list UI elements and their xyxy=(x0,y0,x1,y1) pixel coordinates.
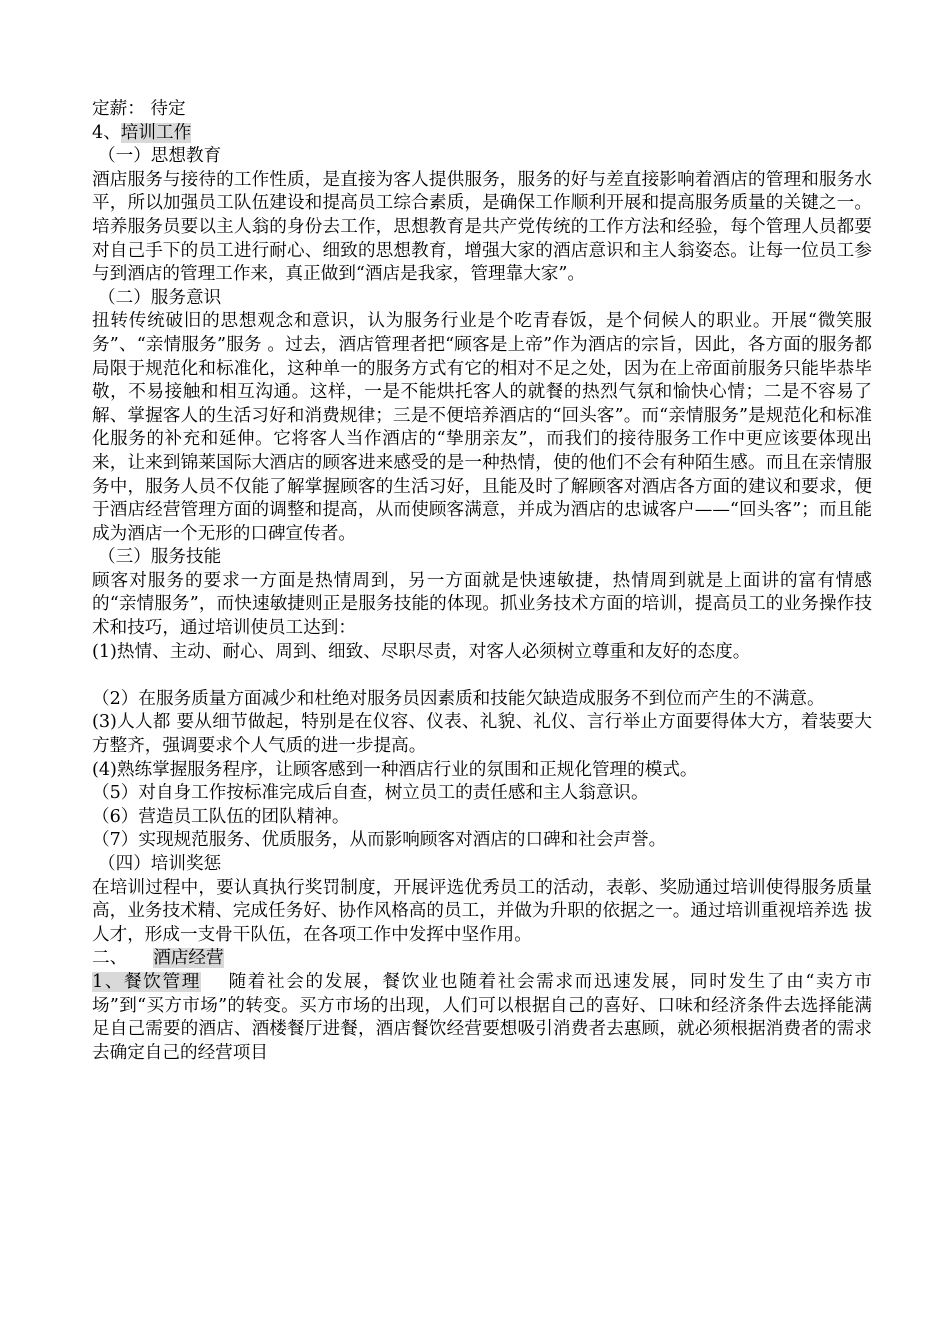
section-title-service-awareness: （二）服务意识 xyxy=(98,287,222,308)
blank-line xyxy=(92,664,872,688)
salary-value: 待定 xyxy=(150,99,186,119)
paragraph-service-awareness: 扭转传统破旧的思想观念和意识，认为服务行业是个吃青春饭，是个伺候人的职业。开展“微笑服务”、“亲情服务”服务 。过去，酒店管理者把“顾客是上帝”作为酒店的宗旨，因此，各方面的服务都局限于规范化和标准化，这种单一的服务方式有它的相对不足之处，因为在上帝面前服务只能毕恭毕敬，不易接触和相互沟通。这样，一是不能烘托客人的就餐的热烈气氛和愉快心情；二是不容易了解、掌握客人的生活习好和消费规律；三是不便培养酒店的“回头客”。而“亲情服务”是规范化和标准化服务的补充和延伸。它将客人当作酒店的“挚朋亲友”，而我们的接待服务工作中更应该要体现出来，让来到锦莱国际大酒店的顾客进来感受的是一种热情，使的他们不会有种陌生感。而且在亲情服务中，服务人员不仅能了解掌握顾客的生活习好，且能及时了解顾客对酒店各方面的建议和要求，便于酒店经营管理方面的调整和提高，从而使顾客满意，并成为酒店的忠诚客户——“回头客”；而且能成为酒店一个无形的口碑宣传者。 xyxy=(92,311,872,544)
section-title-training-rewards: （四）培训奖惩 xyxy=(98,854,222,874)
list-item: （5）对自身工作按标准完成后自查，树立员工的责任感和主人翁意识。 xyxy=(92,783,649,804)
paragraph-catering xyxy=(92,971,872,1065)
heading-number: 4、 xyxy=(92,122,121,143)
section-number: 二、 xyxy=(92,948,128,969)
training-heading-text: 培训工作 xyxy=(120,122,192,143)
paragraph-service-skills: 顾客对服务的要求一方面是热情周到，另一方面就是快速敏捷，热情周到就是上面讲的富有情感的“亲情服务”，而快速敏捷则正是服务技能的体现。抓业务技术方面的培训，提高员工的业务操作技术和技巧，通过培训使员工达到： xyxy=(92,570,872,639)
catering-label: 1、餐饮管理 xyxy=(92,971,201,992)
section-heading-hotel-operation xyxy=(92,947,872,971)
paragraph-ideology: 酒店服务与接待的工作性质，是直接为客人提供服务，服务的好与差直接影响着酒店的管理和服务水平，所以加强员工队伍建设和提高员工综合素质，是确保工作顺利开展和提高服务质量的关键之一。培养服务员要以主人翁的身份去工作，思想教育是共产党传统的工作方法和经验，每个管理人员都要对自己手下的员工进行耐心、细致的思想教育，增强大家的酒店意识和主人翁姿态。让每一位员工参与到酒店的管理工作来，真正做到“酒店是我家，管理靠大家”。 xyxy=(92,169,872,285)
section-title-ideology: （一）思想教育 xyxy=(98,146,222,167)
salary-label: 定薪： xyxy=(92,99,145,119)
list-item: (1)热情、主动、耐心、周到、细致、尽职尽责，对客人必须树立尊重和友好的态度。 xyxy=(92,641,751,662)
list-item: （7）实现规范服务、优质服务，从而影响顾客对酒店的口碑和社会声誉。 xyxy=(92,830,667,851)
document-page xyxy=(92,98,872,1065)
section-title-service-skills: （三）服务技能 xyxy=(98,547,222,568)
training-heading xyxy=(92,122,872,146)
salary-line xyxy=(92,98,872,122)
list-item: （2）在服务质量方面减少和杜绝对服务员因素质和技能欠缺造成服务不到位而产生的不满意。 xyxy=(92,688,825,709)
list-item: （6）营造员工队伍的团队精神。 xyxy=(92,806,350,827)
catering-body: 随着社会的发展，餐饮业也随着社会需求而迅速发展，同时发生了由“卖方市场”到“买方市场”的转变。买方市场的出现，人们可以根据自己的喜好、口味和经济条件去选择能满足自己需要的酒店、酒楼餐厅进餐，酒店餐饮经营要想吸引消费者去惠顾，就必须根据消费者的需求去确定自己的经营项目 xyxy=(92,971,872,1063)
paragraph-training-rewards: 在培训过程中，要认真执行奖罚制度，开展评选优秀员工的活动，表彰、奖励通过培训使得服务质量高，业务技术精、完成任务好、协作风格高的员工，并做为升职的依据之一。通过培训重视培养选 拔人才，形成一支骨干队伍，在各项工作中发挥中坚作用。 xyxy=(92,877,872,945)
section-heading-text: 酒店经营 xyxy=(153,948,224,969)
list-item: (3)人人都 要从细节做起，特别是在仪容、仪表、礼貌、礼仪、言行举止方面要得体大方，着装要大方整齐，强调要求个人气质的进一步提高。 xyxy=(92,712,872,757)
list-item: (4)熟练掌握服务程序，让顾客感到一种酒店行业的氛围和正规化管理的模式。 xyxy=(92,759,698,780)
